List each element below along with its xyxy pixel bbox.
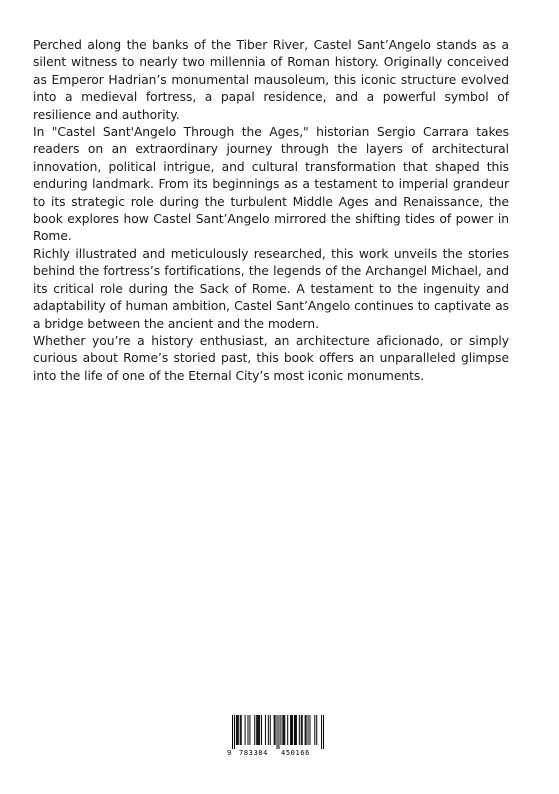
barcode-bar: [309, 715, 310, 745]
barcode-guard-bar: [278, 715, 279, 749]
barcode-bar: [257, 715, 258, 745]
barcode-bar: [259, 715, 260, 745]
barcode-bar: [287, 715, 288, 745]
blurb-paragraph-3: Richly illustrated and meticulously researched, this work unveils the stories behind the fortress’s fortifications, the legends of the Archangel Michael, and its critical role during the Sack of Rome. A testament to the ingenuity and adaptability of human ambition, Castel Sant’Angelo continues to captivate as a bridge between the ancient and the modern.: [33, 246, 509, 331]
barcode-bar: [240, 715, 241, 745]
barcode-bar: [305, 715, 306, 745]
barcode-bar: [265, 715, 266, 745]
barcode-bar: [308, 715, 309, 745]
barcode-bar: [296, 715, 297, 745]
barcode-bar: [299, 715, 300, 745]
blurb-paragraph-2: In "Castel Sant'Angelo Through the Ages," historian Sergio Carrara takes readers on an extraordinary journey through the layers of architectural innovation, political intrigue, and cultural transformation that shaped this enduring landmark. From its beginnings as a testament to imperial grandeur to its strategic role during the turbulent Middle Ages and Renaissance, the book explores how Castel Sant’Angelo mirrored the shifting tides of power in Rome.: [33, 125, 509, 244]
blurb-paragraph-1: Perched along the banks of the Tiber River, Castel Sant’Angelo stands as a silent witness to nearly two millennia of Roman history. Originally conceived as Emperor Hadrian’s monumental mausoleum, this iconic structure evolved into a medieval fortress, a papal residence, and a powerful symbol of resilience and authority.: [33, 38, 509, 122]
barcode-guard-bar: [232, 715, 233, 749]
barcode-bar: [280, 715, 281, 745]
barcode-bar: [237, 715, 238, 745]
blurb-paragraph-4: Whether you’re a history enthusiast, an architecture aficionado, or simply curious about Rome’s storied past, this book offers an unparalleled glimpse into the life of one of the Eternal City’s most iconic monuments.: [33, 333, 509, 383]
barcode-bar: [249, 715, 250, 745]
barcode-bar: [238, 715, 239, 745]
barcode-bar: [258, 715, 259, 745]
barcode-bar: [241, 715, 242, 745]
barcode-bar: [275, 715, 276, 745]
barcode-bar: [254, 715, 255, 745]
barcode-bar: [270, 715, 271, 745]
barcode-guard-bar: [277, 715, 278, 749]
barcode-bar: [274, 715, 275, 745]
barcode-bars: [232, 715, 324, 749]
barcode-bar: [291, 715, 292, 745]
barcode-bar: [302, 715, 303, 745]
barcode-bar: [316, 715, 317, 745]
barcode-bar: [295, 715, 296, 745]
barcode-bar: [290, 715, 291, 745]
barcode-bar: [306, 715, 307, 745]
barcode-guard-bar: [323, 715, 324, 749]
barcode-bar: [314, 715, 315, 745]
isbn-barcode: [226, 712, 330, 760]
barcode-bar: [282, 715, 283, 745]
barcode-bar: [256, 715, 257, 745]
barcode-left-group: 783384: [239, 749, 268, 757]
barcode-right-group: 450166: [281, 749, 310, 757]
barcode-bar: [283, 715, 284, 745]
barcode-bar: [292, 715, 293, 745]
barcode-bar: [247, 715, 248, 745]
barcode-guard-bar: [321, 715, 322, 749]
barcode-bar: [236, 715, 237, 745]
barcode-guard-bar: [234, 715, 235, 749]
barcode-lead-digit: 9: [227, 749, 232, 757]
barcode-bar: [268, 715, 269, 745]
barcode-bar: [245, 715, 246, 745]
barcode-digits: [226, 748, 330, 758]
blurb-text: [33, 37, 509, 385]
barcode-bar: [261, 715, 262, 745]
barcode-bar: [284, 715, 285, 745]
barcode-bar: [294, 715, 295, 745]
barcode-bar: [301, 715, 302, 745]
